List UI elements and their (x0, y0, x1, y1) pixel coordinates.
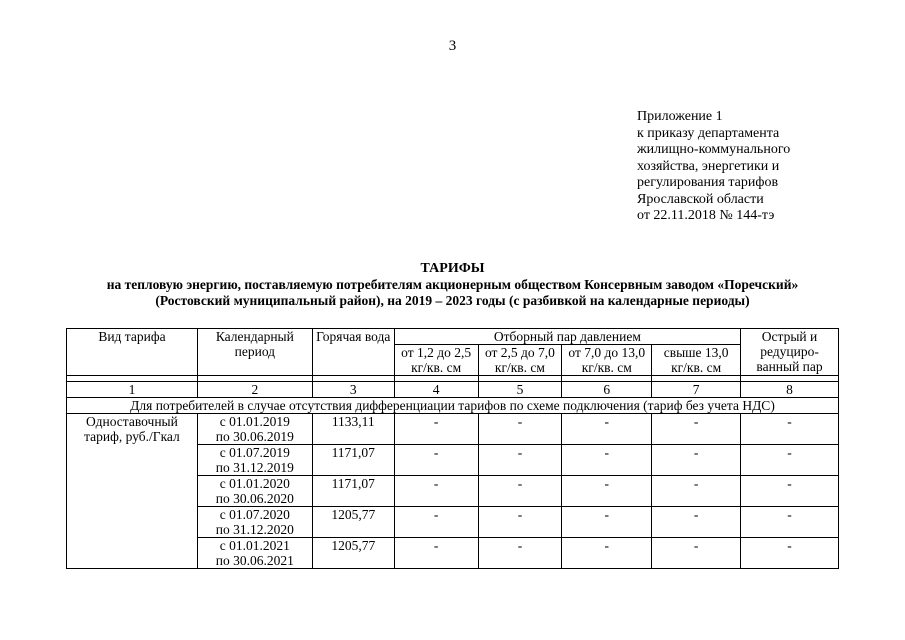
sharp-steam-value: - (741, 538, 839, 569)
header-row-1 (67, 329, 839, 345)
title-main: ТАРИФЫ (420, 261, 485, 276)
steam-3-value: - (562, 538, 652, 569)
period-from: с 01.01.2020 (219, 476, 290, 491)
steam-1-value: - (394, 445, 478, 476)
column-number: 1 (67, 382, 198, 398)
header-steam-group: Отборный пар давлением (394, 329, 740, 345)
document-title (0, 261, 905, 309)
period-cell (197, 507, 312, 538)
period-to: по 31.12.2020 (215, 522, 294, 537)
column-number: 8 (741, 382, 839, 398)
hot-water-value: 1133,11 (312, 414, 394, 445)
header-tariff-type: Вид тарифа (67, 329, 198, 376)
steam-4-value: - (652, 414, 741, 445)
period-cell (197, 445, 312, 476)
sharp-steam-value: - (741, 414, 839, 445)
appendix-line: хозяйства, энергетики и (637, 158, 780, 174)
title-line-2: (Ростовский муниципальный район), на 2019 – 2023 годы (с разбивкой на календарные периоды) (155, 293, 750, 308)
column-number: 3 (312, 382, 394, 398)
period-cell (197, 476, 312, 507)
steam-4-value: - (652, 445, 741, 476)
column-number: 7 (652, 382, 741, 398)
period-to: по 30.06.2020 (215, 491, 294, 506)
header-hot-water: Горячая вода (312, 329, 394, 376)
tariff-name: Одноставочный тариф, руб./Гкал (67, 414, 198, 569)
appendix-line: к приказу департамента (637, 125, 780, 141)
steam-1-value: - (394, 507, 478, 538)
appendix-line: от 22.11.2018 № 144-тэ (637, 208, 775, 223)
steam-2-value: - (478, 538, 562, 569)
period-cell (197, 538, 312, 569)
period-from: с 01.07.2020 (219, 507, 290, 522)
tariffs-table (66, 328, 839, 569)
hot-water-value: 1171,07 (312, 476, 394, 507)
sharp-steam-value: - (741, 507, 839, 538)
steam-2-value: - (478, 414, 562, 445)
steam-2-value: - (478, 445, 562, 476)
header-steam-1: от 1,2 до 2,5 кг/кв. см (394, 345, 478, 376)
period-to: по 30.06.2019 (215, 429, 294, 444)
section-title-row (67, 398, 839, 414)
steam-2-value: - (478, 476, 562, 507)
steam-3-value: - (562, 414, 652, 445)
column-number: 6 (562, 382, 652, 398)
period-to: по 31.12.2019 (215, 460, 294, 475)
title-line-1: на тепловую энергию, поставляемую потребителям акционерным обществом Консервным заводом «Поречский» (106, 277, 799, 292)
header-period: Календарный период (197, 329, 312, 376)
appendix-block (637, 109, 897, 225)
steam-3-value: - (562, 445, 652, 476)
hot-water-value: 1205,77 (312, 538, 394, 569)
column-number: 5 (478, 382, 562, 398)
period-cell (197, 414, 312, 445)
header-steam-2: от 2,5 до 7,0 кг/кв. см (478, 345, 562, 376)
steam-1-value: - (394, 538, 478, 569)
period-from: с 01.07.2019 (219, 445, 290, 460)
page-number: 3 (448, 38, 457, 54)
hot-water-value: 1171,07 (312, 445, 394, 476)
column-number: 2 (197, 382, 312, 398)
steam-2-value: - (478, 507, 562, 538)
header-steam-3: от 7,0 до 13,0 кг/кв. см (562, 345, 652, 376)
appendix-line: Приложение 1 (637, 109, 723, 124)
section-title: Для потребителей в случае отсутствия дифференциации тарифов по схеме подключения (тариф без учета НДС) (67, 398, 839, 414)
steam-4-value: - (652, 538, 741, 569)
steam-3-value: - (562, 476, 652, 507)
header-sharp-steam: Острый и редуциро-ванный пар (741, 329, 839, 376)
period-from: с 01.01.2021 (219, 538, 290, 553)
appendix-line: Ярославской области (637, 191, 764, 207)
hot-water-value: 1205,77 (312, 507, 394, 538)
appendix-line: жилищно-коммунального (637, 142, 791, 157)
column-number: 4 (394, 382, 478, 398)
sharp-steam-value: - (741, 476, 839, 507)
column-numbers-row (67, 382, 839, 398)
table-row (67, 414, 839, 445)
steam-4-value: - (652, 476, 741, 507)
steam-1-value: - (394, 476, 478, 507)
header-steam-4: свыше 13,0 кг/кв. см (652, 345, 741, 376)
steam-3-value: - (562, 507, 652, 538)
sharp-steam-value: - (741, 445, 839, 476)
steam-4-value: - (652, 507, 741, 538)
steam-1-value: - (394, 414, 478, 445)
period-to: по 30.06.2021 (215, 553, 294, 568)
period-from: с 01.01.2019 (219, 414, 290, 429)
appendix-line: регулирования тарифов (637, 175, 779, 190)
